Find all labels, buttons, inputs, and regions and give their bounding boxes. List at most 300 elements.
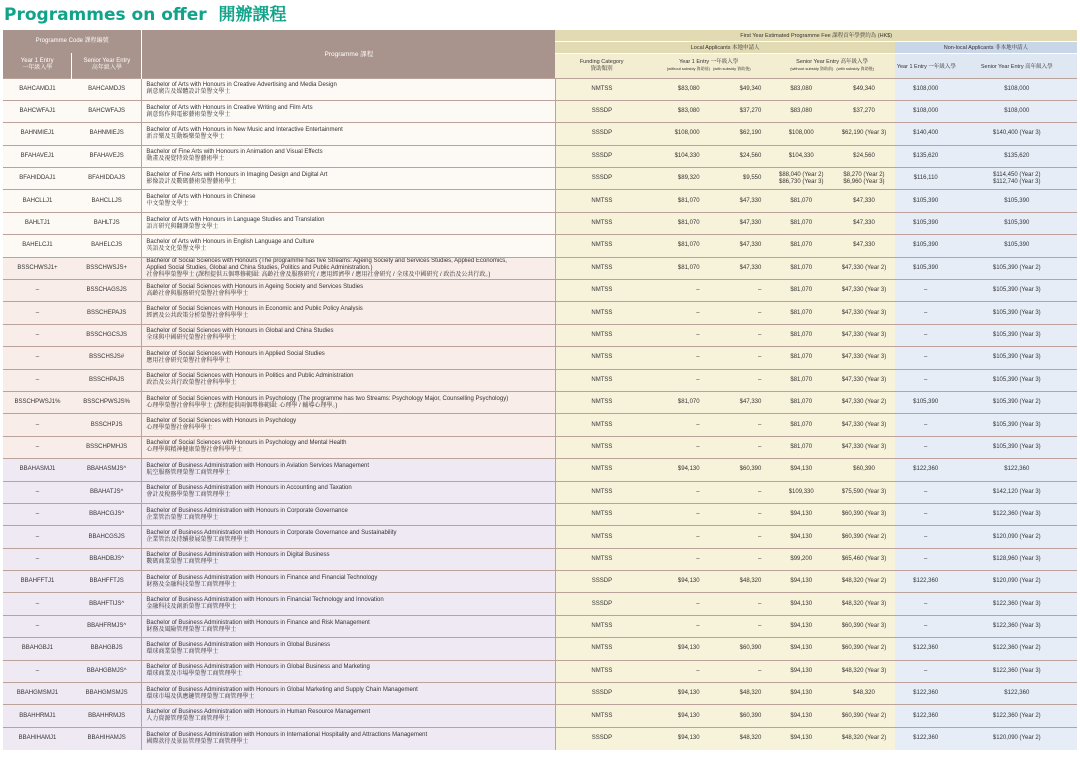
local-y1-with-subsidy: – — [708, 369, 770, 391]
local-senior-with-subsidy: $47,330 (Year 3) — [833, 369, 895, 391]
year1-code: BBAHFFTJ1 — [3, 571, 72, 593]
programme-name-zh: 財務及風險管理榮譽工商管理學士 — [146, 626, 237, 633]
programme-name-zh: 心理學榮譽社會科學學士 — [146, 425, 213, 432]
table-row — [3, 100, 1077, 122]
local-senior-without-subsidy: $94,130 — [769, 526, 833, 548]
senior-code: BSSCHWSJS+ — [72, 257, 142, 279]
table-row — [3, 324, 1077, 346]
local-senior-with-subsidy: $37,270 — [833, 100, 895, 122]
funding-category: NMTSS — [555, 78, 648, 100]
funding-category: SSSDP — [555, 571, 648, 593]
year1-code: – — [3, 660, 72, 682]
table-row — [3, 280, 1077, 302]
nonlocal-y1-fee: – — [895, 436, 957, 458]
nonlocal-y1-fee: $105,390 — [895, 212, 957, 234]
local-senior-without-subsidy: $81,070 — [769, 324, 833, 346]
year1-code: – — [3, 414, 72, 436]
programme-rows — [3, 78, 1077, 750]
programme-name — [142, 571, 556, 593]
programme-name-zh: 心理學與精神健康榮譽社會科學學士 — [146, 447, 243, 454]
nonlocal-y1-fee: $122,360 — [895, 638, 957, 660]
senior-code: BBAHGBJS — [72, 638, 142, 660]
programme-name-en: Bachelor of Business Administration with Honours in International Hospitality and Attractions Management — [146, 731, 428, 738]
nonlocal-y1-fee: – — [895, 369, 957, 391]
nonlocal-y1-fee: $105,390 — [895, 235, 957, 257]
nonlocal-senior-fee: $105,390 (Year 3) — [957, 414, 1077, 436]
programme-name — [142, 145, 556, 167]
local-senior-without-subsidy: $99,200 — [769, 548, 833, 570]
local-y1-without-subsidy: $81,070 — [648, 391, 708, 413]
local-senior-with-subsidy: $60,390 (Year 3) — [833, 615, 895, 637]
local-y1-without-subsidy: $94,130 — [648, 705, 708, 727]
programme-name-zh: 心理學榮譽社會科學學士 (課程提供兩個專修範圍: 心理學 / 輔導心理學。) — [146, 402, 338, 409]
local-y1-without-subsidy: $81,070 — [648, 190, 708, 212]
local-senior-without-subsidy: $94,130 — [769, 615, 833, 637]
table-row — [3, 168, 1077, 190]
local-senior-with-subsidy: $60,390 (Year 3) — [833, 503, 895, 525]
programme-name — [142, 168, 556, 190]
programme-name-zh: 企業管治榮譽工商管理學士 — [146, 514, 219, 521]
nonlocal-senior-fee: $122,360 (Year 2) — [957, 705, 1077, 727]
local-y1-without-subsidy: – — [648, 369, 708, 391]
year1-code: – — [3, 526, 72, 548]
programme-name-en: Bachelor of Arts with Honours in Creative Writing and Film Arts — [146, 104, 313, 111]
programme-name — [142, 414, 556, 436]
table-row — [3, 369, 1077, 391]
senior-code: BBAHFFTJS — [72, 571, 142, 593]
programme-name — [142, 212, 556, 234]
senior-code: BBAHFRMJS^ — [72, 615, 142, 637]
funding-category: NMTSS — [555, 503, 648, 525]
local-senior-with-subsidy: $47,330 (Year 3) — [833, 347, 895, 369]
programme-name-zh: 高齡社會與服務研究榮譽社會科學學士 — [146, 290, 249, 297]
programme-name — [142, 235, 556, 257]
table-row — [3, 526, 1077, 548]
programme-name — [142, 593, 556, 615]
table-row — [3, 190, 1077, 212]
year1-code: – — [3, 548, 72, 570]
local-senior-with-subsidy: $47,330 (Year 3) — [833, 280, 895, 302]
year1-code: BBAHHRMJ1 — [3, 705, 72, 727]
local-senior-without-subsidy: $81,070 — [769, 280, 833, 302]
local-senior-without-subsidy: $104,330 — [769, 145, 833, 167]
local-y1-with-subsidy: $60,390 — [708, 705, 770, 727]
local-y1-with-subsidy: $49,340 — [708, 78, 770, 100]
local-senior-header: Senior Year Entry 高年級入學 (without subsidy 資助前) (with subsidy 資助後) — [769, 53, 894, 78]
year1-code: – — [3, 436, 72, 458]
nonlocal-senior-fee: $105,390 (Year 3) — [957, 324, 1077, 346]
local-y1-without-subsidy: – — [648, 347, 708, 369]
year1-code: – — [3, 481, 72, 503]
table-row — [3, 705, 1077, 727]
programme-code-header: Programme Code 課程編號 — [3, 30, 142, 53]
senior-code: BBAHATJS^ — [72, 481, 142, 503]
programme-name-en: Bachelor of Business Administration with Honours in Accounting and Taxation — [146, 485, 352, 492]
nonlocal-y1-fee: $105,390 — [895, 391, 957, 413]
programme-name-en: Bachelor of Arts with Honours in Language Studies and Translation — [146, 216, 325, 223]
local-y1-without-subsidy: – — [648, 436, 708, 458]
funding-category: NMTSS — [555, 638, 648, 660]
programme-header: Programme 課程 — [142, 30, 556, 78]
funding-category: NMTSS — [555, 615, 648, 637]
local-senior-with-subsidy: $8,270 (Year 2) $6,960 (Year 3) — [833, 168, 895, 190]
programme-name — [142, 615, 556, 637]
programme-name — [142, 436, 556, 458]
programme-name-en: Bachelor of Business Administration with Honours in Aviation Services Management — [146, 462, 370, 469]
local-y1-with-subsidy: $37,270 — [708, 100, 770, 122]
nonlocal-senior-fee: $122,360 — [957, 683, 1077, 705]
senior-code: BSSCHPJS — [72, 414, 142, 436]
programme-name — [142, 503, 556, 525]
local-y1-without-subsidy: $94,130 — [648, 459, 708, 481]
local-y1-without-subsidy: – — [648, 302, 708, 324]
senior-code: BAHCWFAJS — [72, 100, 142, 122]
local-senior-with-subsidy: $47,330 — [833, 190, 895, 212]
local-senior-with-subsidy: $62,190 (Year 3) — [833, 123, 895, 145]
nonlocal-senior-fee: $122,360 (Year 3) — [957, 503, 1077, 525]
senior-code: BBAHFTIJS^ — [72, 593, 142, 615]
nonlocal-y1-fee: – — [895, 615, 957, 637]
local-y1-without-subsidy: $83,080 — [648, 100, 708, 122]
local-y1-with-subsidy: $60,390 — [708, 638, 770, 660]
local-senior-with-subsidy: $60,390 (Year 2) — [833, 526, 895, 548]
year1-code: – — [3, 593, 72, 615]
programme-name-zh: 環球市場及供應鏈管理榮譽工商管理學士 — [146, 693, 255, 700]
table-row — [3, 481, 1077, 503]
year1-code: BBAHASMJ1 — [3, 459, 72, 481]
nonlocal-senior-fee: $105,390 (Year 2) — [957, 257, 1077, 279]
nonlocal-y1-fee: $140,400 — [895, 123, 957, 145]
local-y1-without-subsidy: $94,130 — [648, 683, 708, 705]
programme-name-en: Bachelor of Business Administration with Honours in Global Marketing and Supply Chain Management — [146, 686, 418, 693]
local-y1-with-subsidy: – — [708, 302, 770, 324]
local-y1-without-subsidy: $94,130 — [648, 727, 708, 749]
local-senior-without-subsidy: $83,080 — [769, 78, 833, 100]
table-row — [3, 638, 1077, 660]
nonlocal-y1-fee: – — [895, 414, 957, 436]
funding-category: NMTSS — [555, 190, 648, 212]
nonlocal-senior-fee: $105,390 (Year 3) — [957, 347, 1077, 369]
local-y1-with-subsidy: $47,330 — [708, 190, 770, 212]
programme-name-zh: 社會科學榮譽學士 (課程提供五個專修範圍: 高齡社會及服務研究 / 應用經濟學 / 應用社會研究 / 全球及中國研究 / 政治及公共行政。) — [146, 271, 491, 278]
local-y1-with-subsidy: – — [708, 280, 770, 302]
senior-code: BSSCHEPAJS — [72, 302, 142, 324]
local-senior-without-subsidy: $83,080 — [769, 100, 833, 122]
local-senior-with-subsidy: $47,330 — [833, 212, 895, 234]
local-senior-with-subsidy: $47,330 — [833, 235, 895, 257]
nonlocal-senior-fee: $105,390 — [957, 212, 1077, 234]
programme-name — [142, 123, 556, 145]
programme-name-zh: 創意廣告及媒體設計榮譽文學士 — [146, 89, 231, 96]
programme-name-en: Bachelor of Arts with Honours in English Language and Culture — [146, 238, 315, 245]
nonlocal-senior-header: Senior Year Entry 高年級入學 — [957, 53, 1077, 78]
programme-name-zh: 環球商業榮譽工商管理學士 — [146, 648, 219, 655]
programme-name-en: Bachelor of Arts with Honours in Chinese — [146, 194, 256, 201]
nonlocal-y1-fee: $122,360 — [895, 705, 957, 727]
local-y1-without-subsidy: $81,070 — [648, 212, 708, 234]
local-senior-with-subsidy: $47,330 (Year 3) — [833, 302, 895, 324]
table-row — [3, 459, 1077, 481]
table-row — [3, 660, 1077, 682]
programme-name-en: Bachelor of Business Administration with Honours in Global Business and Marketing — [146, 664, 370, 671]
table-row — [3, 123, 1077, 145]
programme-name-en: Bachelor of Social Sciences with Honours in Ageing Society and Services Studies — [146, 283, 364, 290]
programme-name-zh: 環球商業及市場學榮譽工商管理學士 — [146, 671, 243, 678]
local-y1-with-subsidy: – — [708, 548, 770, 570]
local-senior-without-subsidy: $94,130 — [769, 593, 833, 615]
senior-code: BSSCHSJS# — [72, 347, 142, 369]
programme-name-en: Bachelor of Business Administration with Honours in Human Resource Management — [146, 709, 371, 716]
senior-code: BAHCAMDJS — [72, 78, 142, 100]
local-y1-with-subsidy: – — [708, 324, 770, 346]
senior-code: BSSCHPWSJS% — [72, 391, 142, 413]
funding-category: NMTSS — [555, 280, 648, 302]
page-title: Programmes on offer 開辦課程 — [4, 5, 287, 25]
nonlocal-y1-fee: $122,360 — [895, 683, 957, 705]
programme-name — [142, 78, 556, 100]
local-year1-header: Year 1 Entry 一年級入學 (without subsidy 資助前) (with subsidy 資助後) — [648, 53, 769, 78]
local-y1-without-subsidy: $108,000 — [648, 123, 708, 145]
year1-code: – — [3, 615, 72, 637]
nonlocal-senior-fee: $122,360 — [957, 459, 1077, 481]
local-senior-without-subsidy: $81,070 — [769, 190, 833, 212]
programme-name-en: Bachelor of Business Administration with Honours in Corporate Governance — [146, 507, 348, 514]
local-y1-without-subsidy: – — [648, 414, 708, 436]
programme-name-en: Bachelor of Social Sciences with Honours in Economic and Public Policy Analysis — [146, 306, 363, 313]
table-row — [3, 548, 1077, 570]
programme-name — [142, 705, 556, 727]
senior-code: BFAHIDDAJS — [72, 168, 142, 190]
funding-category: NMTSS — [555, 324, 648, 346]
programme-name-zh: 財務及金融科技榮譽工商管理學士 — [146, 581, 237, 588]
nonlocal-senior-fee: $114,450 (Year 2) $112,740 (Year 3) — [957, 168, 1077, 190]
nonlocal-y1-fee: $116,110 — [895, 168, 957, 190]
programme-name — [142, 257, 556, 279]
local-senior-without-subsidy: $109,330 — [769, 481, 833, 503]
senior-code: BBAHCGJS^ — [72, 503, 142, 525]
programme-name-en: Bachelor of Fine Arts with Honours in Imaging Design and Digital Art — [146, 171, 328, 178]
year1-code: BSSCHPWSJ1% — [3, 391, 72, 413]
programme-name-zh: 中文榮譽文學士 — [146, 201, 189, 208]
local-senior-with-subsidy: $60,390 (Year 2) — [833, 638, 895, 660]
senior-code: BSSCHGCSJS — [72, 324, 142, 346]
local-senior-without-subsidy: $81,070 — [769, 347, 833, 369]
year1-code: BAHLTJ1 — [3, 212, 72, 234]
local-y1-with-subsidy: – — [708, 615, 770, 637]
programme-name — [142, 280, 556, 302]
senior-code: BSSCHPMHJS — [72, 436, 142, 458]
year1-code: BBAHIHAMJ1 — [3, 727, 72, 749]
local-senior-with-subsidy: $47,330 (Year 3) — [833, 324, 895, 346]
nonlocal-y1-fee: – — [895, 660, 957, 682]
local-senior-without-subsidy: $94,130 — [769, 571, 833, 593]
local-y1-without-subsidy: $94,130 — [648, 571, 708, 593]
programme-name — [142, 190, 556, 212]
programme-name-en: Bachelor of Social Sciences with Honours (The programme has five Streams: Ageing Society and Services Studies, Applied Economics, Applied Social Studies, Global and China Studies, Politics and Public Administration.) — [146, 257, 507, 271]
fee-table — [3, 30, 1077, 750]
senior-code: BBAHGMSMJS — [72, 683, 142, 705]
nonlocal-y1-fee: – — [895, 481, 957, 503]
funding-category: NMTSS — [555, 235, 648, 257]
year1-code: BBAHGBJ1 — [3, 638, 72, 660]
programme-name-en: Bachelor of Social Sciences with Honours in Psychology — [146, 418, 297, 425]
local-senior-without-subsidy: $94,130 — [769, 660, 833, 682]
nonlocal-senior-fee: $140,400 (Year 3) — [957, 123, 1077, 145]
local-y1-without-subsidy: $94,130 — [648, 638, 708, 660]
nonlocal-senior-fee: $122,360 (Year 3) — [957, 593, 1077, 615]
local-y1-with-subsidy: $9,550 — [708, 168, 770, 190]
local-senior-with-subsidy: $65,460 (Year 3) — [833, 548, 895, 570]
senior-code: BBAHIHAMJS — [72, 727, 142, 749]
programme-name-en: Bachelor of Social Sciences with Honours in Applied Social Studies — [146, 350, 325, 357]
local-y1-with-subsidy: $48,320 — [708, 571, 770, 593]
programme-name — [142, 369, 556, 391]
senior-code: BBAHCGSJS — [72, 526, 142, 548]
nonlocal-y1-fee: – — [895, 302, 957, 324]
nonlocal-year1-header: Year 1 Entry 一年級入學 — [895, 53, 957, 78]
senior-code: BBAHHRMJS — [72, 705, 142, 727]
funding-category: NMTSS — [555, 369, 648, 391]
local-senior-with-subsidy: $60,390 (Year 2) — [833, 705, 895, 727]
funding-category: SSSDP — [555, 683, 648, 705]
local-senior-with-subsidy: $49,340 — [833, 78, 895, 100]
nonlocal-y1-fee: – — [895, 347, 957, 369]
local-senior-with-subsidy: $47,330 (Year 3) — [833, 414, 895, 436]
local-y1-without-subsidy: – — [648, 548, 708, 570]
nonlocal-senior-fee: $122,360 (Year 2) — [957, 638, 1077, 660]
programme-name-zh: 動畫及視覺特效榮譽藝術學士 — [146, 156, 225, 163]
local-senior-with-subsidy: $48,320 (Year 2) — [833, 727, 895, 749]
programme-name-en: Bachelor of Arts with Honours in Creative Advertising and Media Design — [146, 82, 337, 89]
programme-name-zh: 航空服務管理榮譽工商管理學士 — [146, 469, 231, 476]
programme-name-zh: 英語及文化榮譽文學士 — [146, 245, 207, 252]
local-y1-with-subsidy: – — [708, 347, 770, 369]
year1-code: – — [3, 503, 72, 525]
local-y1-without-subsidy: $83,080 — [648, 78, 708, 100]
local-y1-without-subsidy: – — [648, 324, 708, 346]
programme-name-en: Bachelor of Social Sciences with Honours in Psychology and Mental Health — [146, 440, 347, 447]
programme-name — [142, 391, 556, 413]
local-senior-without-subsidy: $81,070 — [769, 302, 833, 324]
funding-category: NMTSS — [555, 660, 648, 682]
funding-category: NMTSS — [555, 705, 648, 727]
programme-name — [142, 100, 556, 122]
funding-category-header: Funding Category 資助類別 — [555, 53, 648, 78]
local-senior-without-subsidy: $81,070 — [769, 414, 833, 436]
programme-name-en: Bachelor of Business Administration with Honours in Corporate Governance and Sustainability — [146, 530, 397, 536]
funding-category: NMTSS — [555, 212, 648, 234]
programme-name — [142, 727, 556, 749]
programme-name-en: Bachelor of Fine Arts with Honours in Animation and Visual Effects — [146, 149, 323, 156]
local-senior-without-subsidy: $88,040 (Year 2) $86,730 (Year 3) — [769, 168, 833, 190]
nonlocal-y1-fee: $108,000 — [895, 100, 957, 122]
programme-name-zh: 新音樂及互動娛樂榮譽文學士 — [146, 133, 225, 140]
senior-code: BAHLTJS — [72, 212, 142, 234]
programme-name-en: Bachelor of Arts with Honours in New Music and Interactive Entertainment — [146, 126, 343, 133]
local-y1-with-subsidy: – — [708, 481, 770, 503]
year1-code: – — [3, 302, 72, 324]
local-y1-with-subsidy: – — [708, 503, 770, 525]
year1-code: BAHCWFAJ1 — [3, 100, 72, 122]
nonlocal-senior-fee: $128,960 (Year 3) — [957, 548, 1077, 570]
programme-name-zh: 金融科技及創新榮譽工商管理學士 — [146, 604, 237, 611]
local-senior-with-subsidy: $47,330 (Year 2) — [833, 391, 895, 413]
table-row — [3, 615, 1077, 637]
local-senior-without-subsidy: $94,130 — [769, 683, 833, 705]
local-senior-without-subsidy: $81,070 — [769, 212, 833, 234]
nonlocal-y1-fee: – — [895, 526, 957, 548]
funding-category: NMTSS — [555, 481, 648, 503]
local-y1-without-subsidy: $104,330 — [648, 145, 708, 167]
local-senior-without-subsidy: $108,000 — [769, 123, 833, 145]
local-y1-without-subsidy: – — [648, 660, 708, 682]
local-senior-with-subsidy: $48,320 (Year 3) — [833, 593, 895, 615]
programme-name — [142, 526, 556, 548]
local-y1-with-subsidy: – — [708, 593, 770, 615]
programme-name-en: Bachelor of Business Administration with Honours in Finance and Risk Management — [146, 619, 370, 626]
funding-category: NMTSS — [555, 302, 648, 324]
table-row — [3, 347, 1077, 369]
senior-code: BBAHASMJS^ — [72, 459, 142, 481]
table-row — [3, 503, 1077, 525]
programme-name-en: Bachelor of Social Sciences with Honours in Politics and Public Administration — [146, 373, 354, 380]
local-y1-with-subsidy: $47,330 — [708, 235, 770, 257]
nonlocal-applicants-header: Non-local Applicants 非本地申請人 — [895, 41, 1077, 53]
table-row — [3, 436, 1077, 458]
programme-name — [142, 638, 556, 660]
local-senior-with-subsidy: $60,390 — [833, 459, 895, 481]
table-row — [3, 683, 1077, 705]
nonlocal-senior-fee: $122,360 (Year 3) — [957, 660, 1077, 682]
nonlocal-y1-fee: – — [895, 548, 957, 570]
year1-code: BFAHAVEJ1 — [3, 145, 72, 167]
local-senior-with-subsidy: $48,320 (Year 3) — [833, 660, 895, 682]
programme-name-zh: 經濟及公共政策分析榮譽社會科學學士 — [146, 313, 249, 320]
table-row — [3, 302, 1077, 324]
nonlocal-y1-fee: – — [895, 280, 957, 302]
nonlocal-senior-fee: $105,390 (Year 3) — [957, 436, 1077, 458]
senior-code: BAHNMIEJS — [72, 123, 142, 145]
programme-name — [142, 660, 556, 682]
local-senior-with-subsidy: $24,560 — [833, 145, 895, 167]
table-row — [3, 235, 1077, 257]
local-y1-with-subsidy: – — [708, 526, 770, 548]
senior-code: BAHELCJS — [72, 235, 142, 257]
local-senior-without-subsidy: $81,070 — [769, 391, 833, 413]
local-senior-without-subsidy: $81,070 — [769, 257, 833, 279]
nonlocal-senior-fee: $105,390 (Year 2) — [957, 391, 1077, 413]
year1-code: BAHELCJ1 — [3, 235, 72, 257]
funding-category: NMTSS — [555, 526, 648, 548]
table-row — [3, 593, 1077, 615]
year1-code: – — [3, 369, 72, 391]
local-senior-with-subsidy: $48,320 (Year 2) — [833, 571, 895, 593]
funding-category: NMTSS — [555, 459, 648, 481]
senior-code: BBAHGBMJS^ — [72, 660, 142, 682]
local-senior-with-subsidy: $48,320 — [833, 683, 895, 705]
funding-category: SSSDP — [555, 168, 648, 190]
year1-code: – — [3, 347, 72, 369]
programme-name-zh: 創意寫作與電影藝術榮譽文學士 — [146, 111, 231, 118]
year1-code: BAHCAMDJ1 — [3, 78, 72, 100]
local-senior-without-subsidy: $94,130 — [769, 503, 833, 525]
programme-name — [142, 481, 556, 503]
local-y1-without-subsidy: $81,070 — [648, 235, 708, 257]
local-senior-with-subsidy: $75,590 (Year 3) — [833, 481, 895, 503]
local-y1-with-subsidy: – — [708, 436, 770, 458]
fee-title-header: First Year Estimated Programme Fee 課程首年學費約為 (HK$) — [555, 30, 1077, 41]
local-y1-with-subsidy: $48,320 — [708, 727, 770, 749]
